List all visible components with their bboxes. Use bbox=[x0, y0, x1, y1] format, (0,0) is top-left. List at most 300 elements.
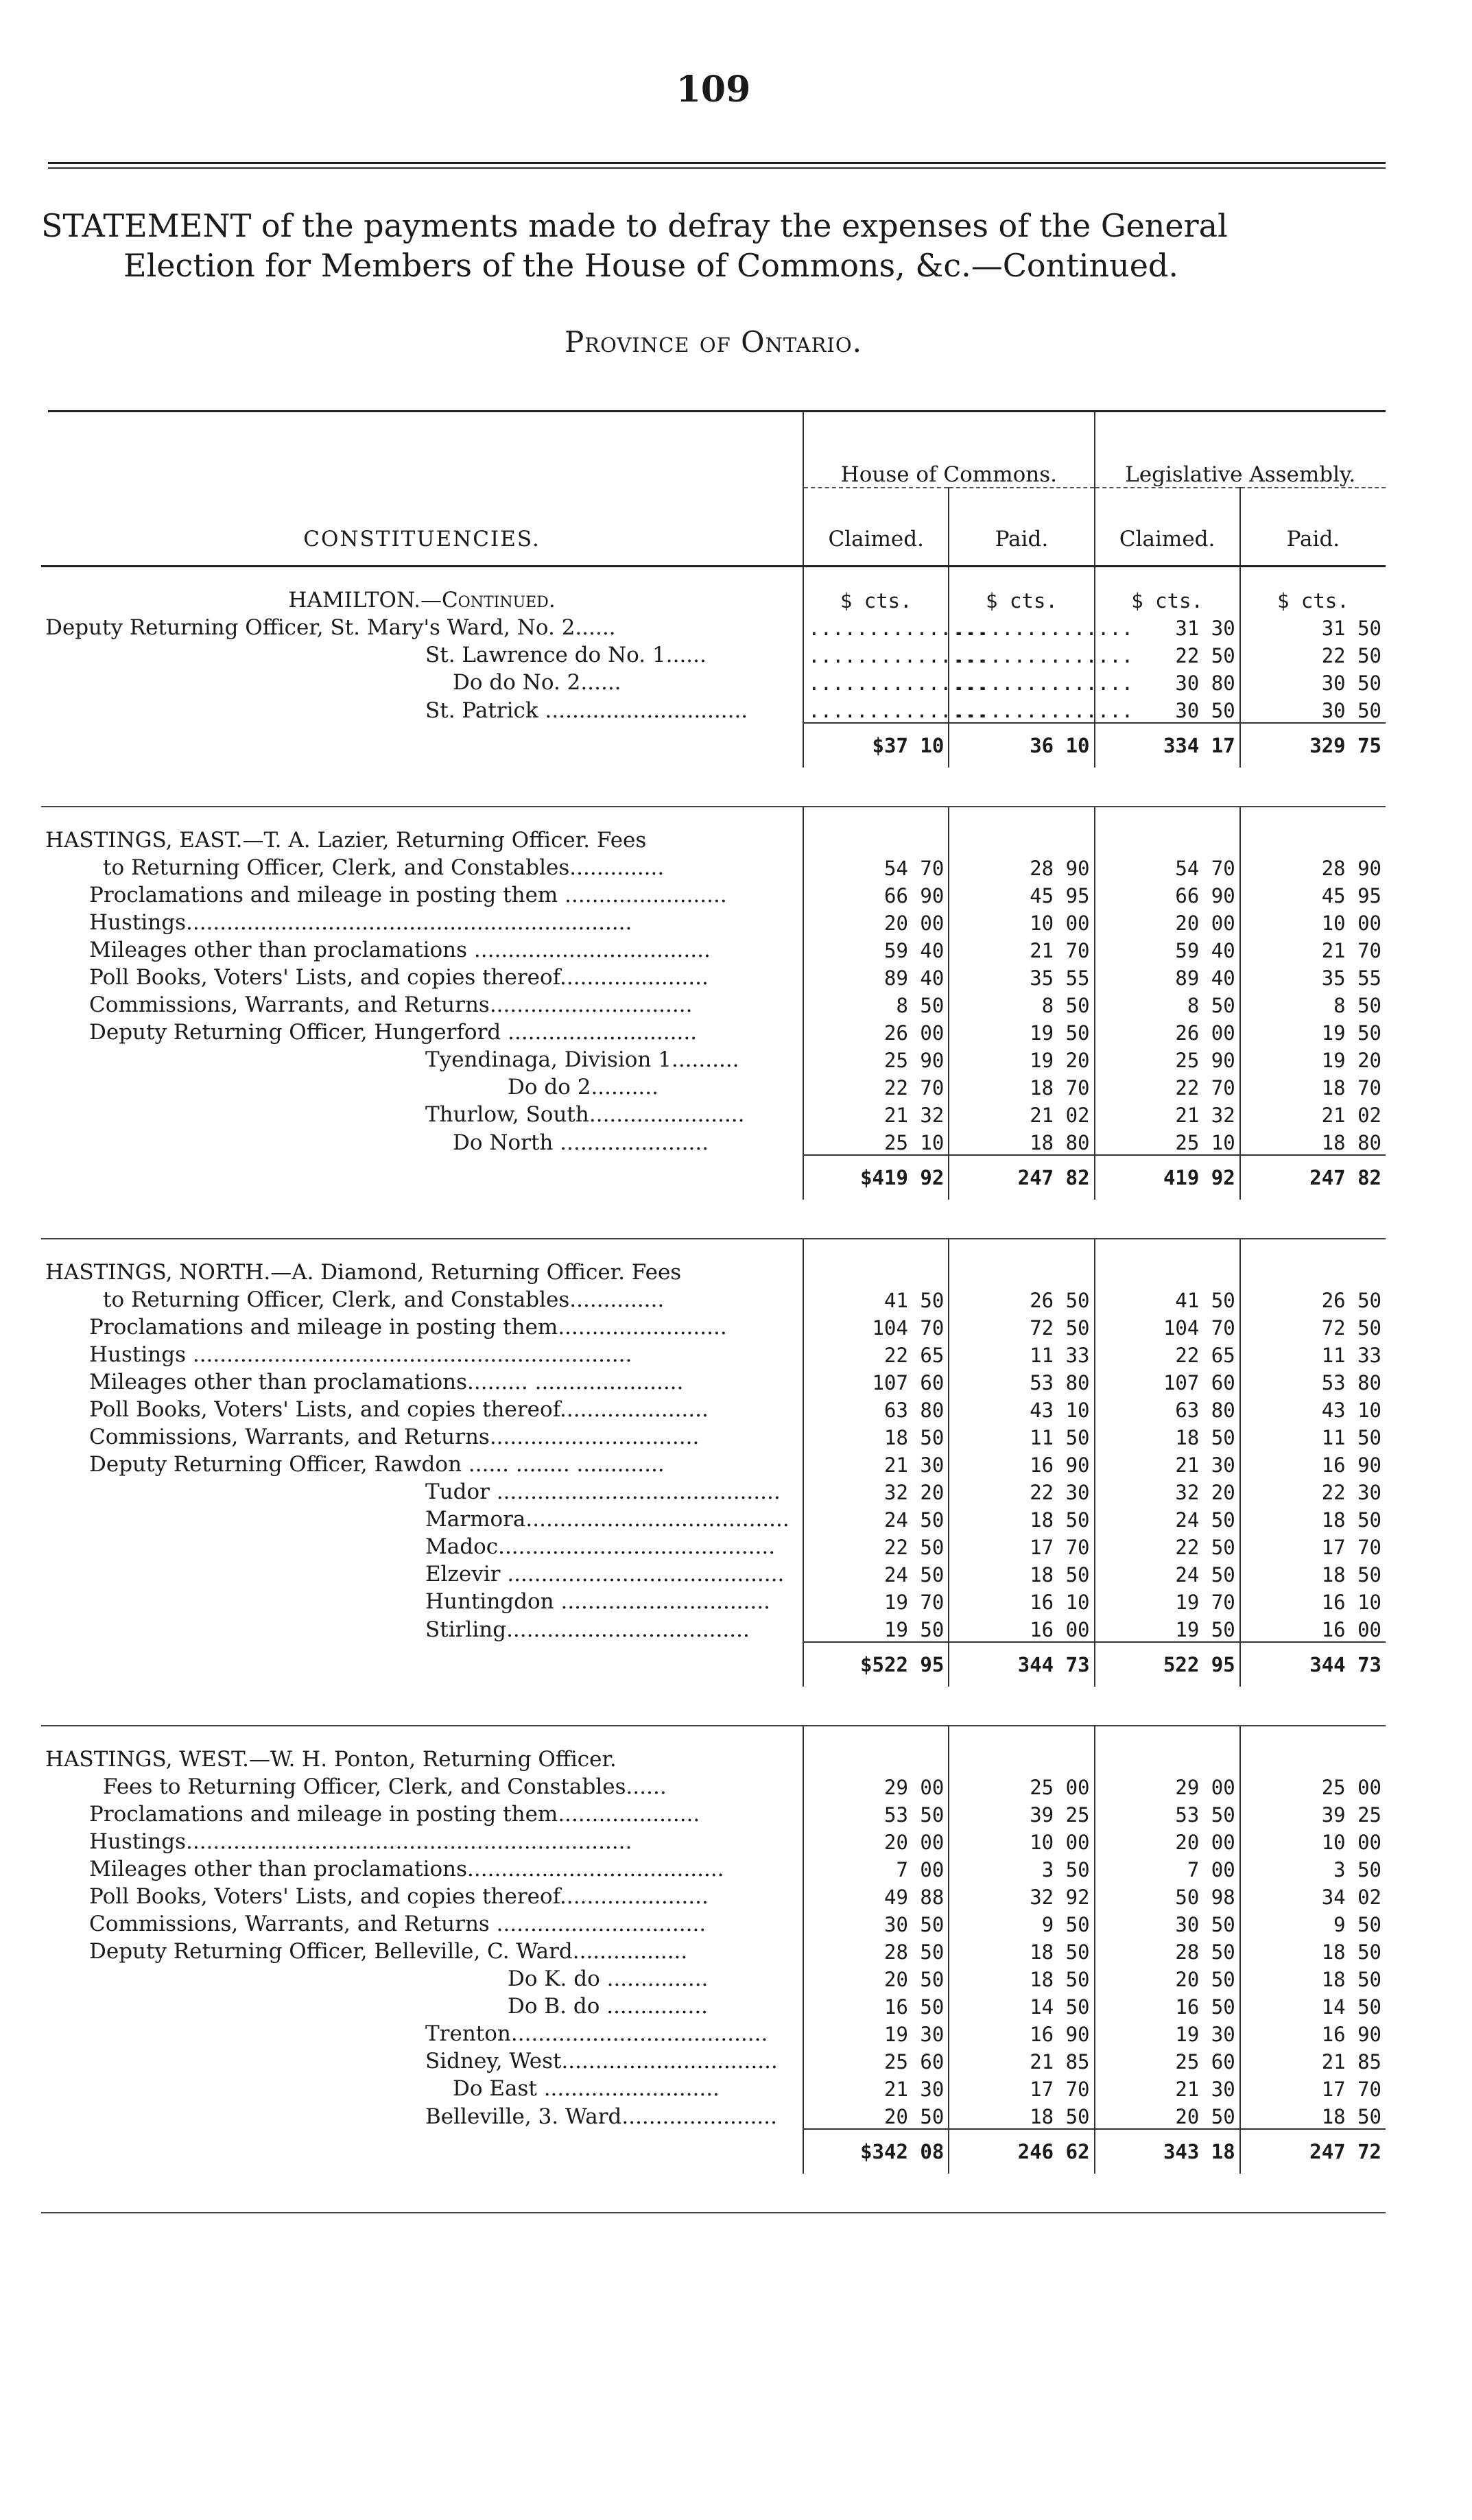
section-gap bbox=[41, 1239, 1386, 1257]
hoc-paid-cell: 21 85 bbox=[949, 2046, 1094, 2073]
hoc-claimed-cell: 53 50 bbox=[803, 1799, 949, 1827]
expense-row bbox=[41, 1422, 1386, 1449]
expense-row bbox=[41, 1532, 1386, 1559]
la-paid-cell: 31 50 bbox=[1240, 613, 1386, 640]
hoc-paid-cell: 16 00 bbox=[949, 1614, 1094, 1642]
unit-label bbox=[1240, 1257, 1386, 1285]
hoc-claimed-cell: 22 70 bbox=[803, 1072, 949, 1099]
expense-row bbox=[41, 1127, 1386, 1155]
hoc-paid-cell: 11 50 bbox=[949, 1422, 1094, 1449]
hoc-claimed-cell: 29 00 bbox=[803, 1772, 949, 1799]
la-claimed-cell: 31 30 bbox=[1095, 613, 1240, 640]
hoc-claimed-cell: ............... bbox=[803, 613, 949, 640]
section-gap bbox=[41, 807, 1386, 825]
expense-label: to Returning Officer, Clerk, and Constables.............. bbox=[103, 1287, 665, 1312]
la-paid-cell: 18 70 bbox=[1240, 1072, 1386, 1099]
expense-label: Do do 2.......... bbox=[508, 1075, 658, 1099]
la-paid-cell: 22 50 bbox=[1240, 640, 1386, 667]
hoc-paid-cell: 11 33 bbox=[949, 1340, 1094, 1367]
hoc-paid-cell: 19 50 bbox=[949, 1017, 1094, 1045]
expense-row bbox=[41, 1936, 1386, 1964]
header-row-groups bbox=[41, 412, 1386, 488]
la-paid-cell: 72 50 bbox=[1240, 1312, 1386, 1340]
hoc-paid-cell: 9 50 bbox=[949, 1909, 1094, 1936]
la-claimed-cell: 24 50 bbox=[1095, 1504, 1240, 1532]
section-separator bbox=[41, 1200, 1386, 1239]
expense-row bbox=[41, 2046, 1386, 2073]
expense-label: Do North ...................... bbox=[453, 1130, 709, 1155]
la-claimed-total: 419 92 bbox=[1095, 1155, 1240, 1200]
hoc-paid-cell: ............... bbox=[949, 667, 1094, 695]
unit-label bbox=[1095, 1257, 1240, 1285]
expense-row bbox=[41, 1586, 1386, 1614]
la-paid-cell: 19 20 bbox=[1240, 1045, 1386, 1072]
la-claimed-cell: 8 50 bbox=[1095, 990, 1240, 1017]
la-claimed-cell: 22 70 bbox=[1095, 1072, 1240, 1099]
hoc-paid-cell: 18 50 bbox=[949, 2101, 1094, 2129]
la-paid-cell: 21 85 bbox=[1240, 2046, 1386, 2073]
expense-label: Proclamations and mileage in posting them..................... bbox=[89, 1802, 700, 1827]
unit-label bbox=[1240, 825, 1386, 853]
hoc-claimed-cell: 18 50 bbox=[803, 1422, 949, 1449]
la-paid-cell: 16 00 bbox=[1240, 1614, 1386, 1642]
expense-row bbox=[41, 1449, 1386, 1477]
la-claimed-cell: 41 50 bbox=[1095, 1285, 1240, 1312]
expense-row bbox=[41, 962, 1386, 990]
expenses-table bbox=[41, 412, 1386, 2213]
hoc-paid-cell: 72 50 bbox=[949, 1312, 1094, 1340]
expense-row bbox=[41, 1827, 1386, 1854]
expense-row bbox=[41, 1477, 1386, 1504]
hoc-claimed-total: $37 10 bbox=[803, 723, 949, 768]
unit-label bbox=[1095, 825, 1240, 853]
expense-label: Madoc......................................... bbox=[425, 1534, 776, 1559]
la-claimed-cell: 20 00 bbox=[1095, 907, 1240, 935]
document-page bbox=[41, 0, 1386, 2520]
expense-label: Do East .......................... bbox=[453, 2076, 720, 2101]
la-paid-cell: 22 30 bbox=[1240, 1477, 1386, 1504]
expense-label: Mileages other than proclamations...................................... bbox=[89, 1857, 724, 1881]
la-claimed-cell: 19 70 bbox=[1095, 1586, 1240, 1614]
hoc-claimed-cell: 25 60 bbox=[803, 2046, 949, 2073]
expense-row bbox=[41, 880, 1386, 907]
hoc-paid-total: 36 10 bbox=[949, 723, 1094, 768]
expense-label: Belleville, 3. Ward....................... bbox=[425, 2104, 777, 2129]
hoc-paid-cell: 28 90 bbox=[949, 853, 1094, 880]
expense-row bbox=[41, 990, 1386, 1017]
expense-label: Deputy Returning Officer, Belleville, C. Ward................. bbox=[89, 1939, 688, 1964]
expense-label: Deputy Returning Officer, Rawdon ...... ........ ............. bbox=[89, 1452, 665, 1477]
hoc-claimed-cell: 54 70 bbox=[803, 853, 949, 880]
expense-label: Sidney, West................................ bbox=[425, 2049, 778, 2073]
expense-row bbox=[41, 1799, 1386, 1827]
la-claimed-cell: 50 98 bbox=[1095, 1881, 1240, 1909]
constituency-title: HASTINGS, EAST.—T. A. Lazier, Returning Officer. Fees bbox=[45, 828, 647, 853]
house-of-commons-header: House of Commons. bbox=[803, 412, 1094, 488]
la-paid-total: 247 72 bbox=[1240, 2129, 1386, 2174]
hoc-claimed-cell: 20 00 bbox=[803, 907, 949, 935]
expense-row bbox=[41, 1045, 1386, 1072]
top-rule bbox=[48, 162, 1386, 164]
unit-label bbox=[803, 825, 949, 853]
la-paid-cell: 11 50 bbox=[1240, 1422, 1386, 1449]
expense-label: St. Lawrence do No. 1...... bbox=[425, 643, 707, 667]
hoc-paid-cell: 17 70 bbox=[949, 1532, 1094, 1559]
page-number: 109 bbox=[676, 69, 751, 110]
la-claimed-cell: 26 00 bbox=[1095, 1017, 1240, 1045]
statement-title bbox=[41, 206, 1399, 285]
expense-label: Commissions, Warrants, and Returns............................... bbox=[89, 1425, 700, 1449]
hoc-claimed-cell: 19 50 bbox=[803, 1614, 949, 1642]
expense-label: Elzevir ......................................... bbox=[425, 1562, 785, 1586]
unit-label bbox=[949, 825, 1094, 853]
hoc-paid-cell: 18 80 bbox=[949, 1127, 1094, 1155]
la-claimed-cell: 63 80 bbox=[1095, 1394, 1240, 1422]
hoc-paid-header: Paid. bbox=[949, 488, 1094, 551]
unit-label bbox=[1240, 1744, 1386, 1772]
hoc-claimed-cell: 32 20 bbox=[803, 1477, 949, 1504]
hoc-claimed-total: $342 08 bbox=[803, 2129, 949, 2174]
la-claimed-cell: 21 32 bbox=[1095, 1099, 1240, 1127]
la-claimed-header: Claimed. bbox=[1095, 488, 1240, 551]
la-paid-cell: 18 50 bbox=[1240, 1504, 1386, 1532]
hoc-claimed-cell: 28 50 bbox=[803, 1936, 949, 1964]
expense-row bbox=[41, 1099, 1386, 1127]
hoc-paid-cell: 21 02 bbox=[949, 1099, 1094, 1127]
expense-label: Proclamations and mileage in posting them ........................ bbox=[89, 883, 727, 907]
la-claimed-total: 334 17 bbox=[1095, 723, 1240, 768]
hoc-claimed-cell: 21 30 bbox=[803, 2073, 949, 2101]
hoc-claimed-cell: 20 00 bbox=[803, 1827, 949, 1854]
expense-row bbox=[41, 1991, 1386, 2019]
expense-row bbox=[41, 2019, 1386, 2046]
hoc-paid-cell: 16 90 bbox=[949, 1449, 1094, 1477]
la-claimed-cell: 24 50 bbox=[1095, 1559, 1240, 1586]
hoc-claimed-cell: 19 70 bbox=[803, 1586, 949, 1614]
hoc-claimed-cell: ............... bbox=[803, 695, 949, 723]
expense-row bbox=[41, 640, 1386, 667]
la-paid-cell: 26 50 bbox=[1240, 1285, 1386, 1312]
expense-row bbox=[41, 613, 1386, 640]
expense-row bbox=[41, 1017, 1386, 1045]
expense-label: Mileages other than proclamations ................................... bbox=[89, 938, 711, 962]
expense-label: Huntingdon ............................... bbox=[425, 1589, 770, 1614]
unit-label: $ cts. bbox=[949, 585, 1094, 613]
hoc-paid-cell: 26 50 bbox=[949, 1285, 1094, 1312]
la-claimed-cell: 22 50 bbox=[1095, 640, 1240, 667]
unit-label bbox=[949, 1744, 1094, 1772]
hoc-claimed-cell: 25 90 bbox=[803, 1045, 949, 1072]
hoc-claimed-cell: ............... bbox=[803, 667, 949, 695]
section-title-row bbox=[41, 1257, 1386, 1285]
expense-row bbox=[41, 853, 1386, 880]
hoc-paid-cell: 14 50 bbox=[949, 1991, 1094, 2019]
expense-label: Stirling.................................... bbox=[425, 1617, 750, 1642]
hoc-claimed-cell: 8 50 bbox=[803, 990, 949, 1017]
section-separator bbox=[41, 768, 1386, 807]
la-claimed-cell: 21 30 bbox=[1095, 1449, 1240, 1477]
expense-row bbox=[41, 695, 1386, 723]
la-claimed-cell: 21 30 bbox=[1095, 2073, 1240, 2101]
unit-label bbox=[803, 1257, 949, 1285]
expense-label: Do B. do ............... bbox=[508, 1994, 709, 2019]
unit-label bbox=[1095, 1744, 1240, 1772]
la-paid-cell: 19 50 bbox=[1240, 1017, 1386, 1045]
hoc-paid-cell: 17 70 bbox=[949, 2073, 1094, 2101]
section-total-row bbox=[41, 1642, 1386, 1687]
expense-label: Trenton...................................... bbox=[425, 2021, 768, 2046]
hoc-paid-cell: ............... bbox=[949, 640, 1094, 667]
expense-row bbox=[41, 1772, 1386, 1799]
unit-label bbox=[949, 1257, 1094, 1285]
hoc-claimed-cell: 104 70 bbox=[803, 1312, 949, 1340]
hoc-claimed-cell: 25 10 bbox=[803, 1127, 949, 1155]
expense-label: Marmora....................................... bbox=[425, 1507, 790, 1532]
hoc-claimed-cell: 49 88 bbox=[803, 1881, 949, 1909]
expense-row bbox=[41, 1559, 1386, 1586]
unit-label: $ cts. bbox=[1240, 585, 1386, 613]
la-paid-total: 329 75 bbox=[1240, 723, 1386, 768]
la-claimed-cell: 20 50 bbox=[1095, 2101, 1240, 2129]
hoc-claimed-cell: 63 80 bbox=[803, 1394, 949, 1422]
hoc-paid-cell: 25 00 bbox=[949, 1772, 1094, 1799]
expense-row bbox=[41, 1964, 1386, 1991]
la-paid-cell: 18 50 bbox=[1240, 2101, 1386, 2129]
la-paid-cell: 53 80 bbox=[1240, 1367, 1386, 1394]
la-paid-cell: 16 90 bbox=[1240, 1449, 1386, 1477]
expense-label: Hustings ................................................................. bbox=[89, 1342, 632, 1367]
section-separator bbox=[41, 2174, 1386, 2213]
title-line-1: STATEMENT of the payments made to defray the expenses of the General bbox=[41, 207, 1228, 244]
la-claimed-cell: 19 30 bbox=[1095, 2019, 1240, 2046]
expense-row bbox=[41, 1504, 1386, 1532]
la-paid-cell: 16 10 bbox=[1240, 1586, 1386, 1614]
la-claimed-cell: 19 50 bbox=[1095, 1614, 1240, 1642]
hoc-paid-cell: 32 92 bbox=[949, 1881, 1094, 1909]
la-claimed-cell: 30 80 bbox=[1095, 667, 1240, 695]
unit-label: $ cts. bbox=[1095, 585, 1240, 613]
hoc-claimed-cell: 66 90 bbox=[803, 880, 949, 907]
section-total-row bbox=[41, 723, 1386, 768]
section-title-row bbox=[41, 585, 1386, 613]
unit-label bbox=[803, 1744, 949, 1772]
hoc-paid-cell: 21 70 bbox=[949, 935, 1094, 962]
constituency-title: HAMILTON.—Continued. bbox=[288, 588, 556, 613]
hoc-claimed-cell: 24 50 bbox=[803, 1504, 949, 1532]
hoc-paid-cell: 22 30 bbox=[949, 1477, 1094, 1504]
expense-label: Poll Books, Voters' Lists, and copies thereof...................... bbox=[89, 965, 709, 990]
province-subtitle: Province of Ontario. bbox=[564, 325, 862, 359]
expense-row bbox=[41, 1881, 1386, 1909]
la-paid-cell: 11 33 bbox=[1240, 1340, 1386, 1367]
hoc-claimed-total: $419 92 bbox=[803, 1155, 949, 1200]
hoc-paid-cell: 10 00 bbox=[949, 1827, 1094, 1854]
hoc-claimed-cell: 21 30 bbox=[803, 1449, 949, 1477]
expense-row bbox=[41, 1394, 1386, 1422]
la-claimed-cell: 25 10 bbox=[1095, 1127, 1240, 1155]
hoc-paid-cell: ............... bbox=[949, 695, 1094, 723]
hoc-claimed-cell: 19 30 bbox=[803, 2019, 949, 2046]
expense-label: Tudor .......................................... bbox=[425, 1479, 781, 1504]
expense-row bbox=[41, 667, 1386, 695]
la-claimed-cell: 66 90 bbox=[1095, 880, 1240, 907]
top-rule-thin bbox=[48, 167, 1386, 169]
hoc-paid-cell: 8 50 bbox=[949, 990, 1094, 1017]
hoc-paid-cell: 18 50 bbox=[949, 1559, 1094, 1586]
section-separator bbox=[41, 1687, 1386, 1726]
expense-label: Tyendinaga, Division 1.......... bbox=[425, 1047, 739, 1072]
la-claimed-cell: 22 65 bbox=[1095, 1340, 1240, 1367]
la-claimed-total: 522 95 bbox=[1095, 1642, 1240, 1687]
la-claimed-cell: 107 60 bbox=[1095, 1367, 1240, 1394]
hoc-paid-cell: 18 70 bbox=[949, 1072, 1094, 1099]
la-claimed-cell: 28 50 bbox=[1095, 1936, 1240, 1964]
la-claimed-total: 343 18 bbox=[1095, 2129, 1240, 2174]
legislative-assembly-header: Legislative Assembly. bbox=[1095, 412, 1386, 488]
la-paid-cell: 17 70 bbox=[1240, 1532, 1386, 1559]
expense-label: Do K. do ............... bbox=[508, 1966, 709, 1991]
la-paid-header: Paid. bbox=[1240, 488, 1386, 551]
la-paid-cell: 9 50 bbox=[1240, 1909, 1386, 1936]
hoc-claimed-cell: 30 50 bbox=[803, 1909, 949, 1936]
section-gap bbox=[41, 567, 1386, 586]
expense-row bbox=[41, 2101, 1386, 2129]
hoc-claimed-cell: 16 50 bbox=[803, 1991, 949, 2019]
title-line-2: Election for Members of the House of Commons, &c.—Continued. bbox=[123, 247, 1178, 284]
hoc-paid-cell: 3 50 bbox=[949, 1854, 1094, 1881]
la-paid-cell: 18 80 bbox=[1240, 1127, 1386, 1155]
la-claimed-cell: 32 20 bbox=[1095, 1477, 1240, 1504]
section-total-row bbox=[41, 1155, 1386, 1200]
hoc-paid-total: 344 73 bbox=[949, 1642, 1094, 1687]
expense-row bbox=[41, 935, 1386, 962]
la-claimed-cell: 20 50 bbox=[1095, 1964, 1240, 1991]
section-title-row bbox=[41, 1744, 1386, 1772]
expense-label: Commissions, Warrants, and Returns.............................. bbox=[89, 992, 693, 1017]
la-paid-cell: 30 50 bbox=[1240, 667, 1386, 695]
hoc-paid-cell: 18 50 bbox=[949, 1964, 1094, 1991]
hoc-claimed-cell: ............... bbox=[803, 640, 949, 667]
la-paid-cell: 45 95 bbox=[1240, 880, 1386, 907]
constituency-title: HASTINGS, WEST.—W. H. Ponton, Returning Officer. bbox=[45, 1747, 617, 1772]
expense-row bbox=[41, 1614, 1386, 1642]
hoc-claimed-cell: 89 40 bbox=[803, 962, 949, 990]
hoc-claimed-cell: 107 60 bbox=[803, 1367, 949, 1394]
unit-label: $ cts. bbox=[803, 585, 949, 613]
expense-label: Deputy Returning Officer, Hungerford ............................ bbox=[89, 1020, 698, 1045]
la-paid-cell: 39 25 bbox=[1240, 1799, 1386, 1827]
expense-row bbox=[41, 1312, 1386, 1340]
expense-row bbox=[41, 2073, 1386, 2101]
la-claimed-cell: 7 00 bbox=[1095, 1854, 1240, 1881]
la-paid-cell: 30 50 bbox=[1240, 695, 1386, 723]
la-claimed-cell: 20 00 bbox=[1095, 1827, 1240, 1854]
constituencies-header: CONSTITUENCIES. bbox=[303, 527, 541, 551]
la-paid-total: 247 82 bbox=[1240, 1155, 1386, 1200]
hoc-claimed-cell: 20 50 bbox=[803, 2101, 949, 2129]
la-paid-cell: 34 02 bbox=[1240, 1881, 1386, 1909]
hoc-paid-cell: 19 20 bbox=[949, 1045, 1094, 1072]
la-paid-cell: 10 00 bbox=[1240, 1827, 1386, 1854]
constituency-title: HASTINGS, NORTH.—A. Diamond, Returning Officer. Fees bbox=[45, 1260, 682, 1285]
la-paid-cell: 43 10 bbox=[1240, 1394, 1386, 1422]
hoc-claimed-cell: 20 50 bbox=[803, 1964, 949, 1991]
hoc-paid-cell: 18 50 bbox=[949, 1504, 1094, 1532]
hoc-claimed-cell: 22 65 bbox=[803, 1340, 949, 1367]
la-claimed-cell: 54 70 bbox=[1095, 853, 1240, 880]
hoc-claimed-cell: 7 00 bbox=[803, 1854, 949, 1881]
la-claimed-cell: 25 60 bbox=[1095, 2046, 1240, 2073]
hoc-paid-cell: 16 90 bbox=[949, 2019, 1094, 2046]
hoc-claimed-total: $522 95 bbox=[803, 1642, 949, 1687]
expense-label: Proclamations and mileage in posting them......................... bbox=[89, 1315, 727, 1340]
expense-label: Hustings.................................................................. bbox=[89, 1829, 632, 1854]
hoc-paid-cell: 53 80 bbox=[949, 1367, 1094, 1394]
expense-label: to Returning Officer, Clerk, and Constables.............. bbox=[103, 855, 665, 880]
la-claimed-cell: 29 00 bbox=[1095, 1772, 1240, 1799]
expense-row bbox=[41, 907, 1386, 935]
expense-label: Do do No. 2...... bbox=[453, 670, 621, 695]
la-paid-cell: 17 70 bbox=[1240, 2073, 1386, 2101]
expense-label: Poll Books, Voters' Lists, and copies thereof...................... bbox=[89, 1884, 709, 1909]
section-title-row bbox=[41, 825, 1386, 853]
la-paid-cell: 35 55 bbox=[1240, 962, 1386, 990]
expense-row bbox=[41, 1072, 1386, 1099]
la-paid-cell: 3 50 bbox=[1240, 1854, 1386, 1881]
expense-row bbox=[41, 1367, 1386, 1394]
la-paid-cell: 21 70 bbox=[1240, 935, 1386, 962]
section-total-row bbox=[41, 2129, 1386, 2174]
la-paid-cell: 18 50 bbox=[1240, 1559, 1386, 1586]
la-claimed-cell: 16 50 bbox=[1095, 1991, 1240, 2019]
expense-label: Poll Books, Voters' Lists, and copies thereof...................... bbox=[89, 1397, 709, 1422]
la-claimed-cell: 25 90 bbox=[1095, 1045, 1240, 1072]
la-paid-cell: 18 50 bbox=[1240, 1936, 1386, 1964]
la-paid-cell: 25 00 bbox=[1240, 1772, 1386, 1799]
la-paid-cell: 18 50 bbox=[1240, 1964, 1386, 1991]
hoc-claimed-cell: 22 50 bbox=[803, 1532, 949, 1559]
expense-row bbox=[41, 1909, 1386, 1936]
hoc-claimed-header: Claimed. bbox=[803, 488, 949, 551]
hoc-paid-cell: 39 25 bbox=[949, 1799, 1094, 1827]
hoc-paid-cell: 10 00 bbox=[949, 907, 1094, 935]
hoc-paid-cell: 35 55 bbox=[949, 962, 1094, 990]
la-claimed-cell: 30 50 bbox=[1095, 1909, 1240, 1936]
hoc-paid-cell: 16 10 bbox=[949, 1586, 1094, 1614]
la-claimed-cell: 104 70 bbox=[1095, 1312, 1240, 1340]
hoc-paid-cell: 43 10 bbox=[949, 1394, 1094, 1422]
la-claimed-cell: 22 50 bbox=[1095, 1532, 1240, 1559]
expense-row bbox=[41, 1854, 1386, 1881]
hoc-claimed-cell: 26 00 bbox=[803, 1017, 949, 1045]
hoc-paid-cell: 18 50 bbox=[949, 1936, 1094, 1964]
hoc-claimed-cell: 21 32 bbox=[803, 1099, 949, 1127]
la-paid-total: 344 73 bbox=[1240, 1642, 1386, 1687]
section-gap bbox=[41, 1726, 1386, 1744]
expense-label: Hustings.................................................................. bbox=[89, 910, 632, 935]
la-paid-cell: 28 90 bbox=[1240, 853, 1386, 880]
la-paid-cell: 21 02 bbox=[1240, 1099, 1386, 1127]
la-claimed-cell: 59 40 bbox=[1095, 935, 1240, 962]
expense-label: St. Patrick .............................. bbox=[425, 698, 748, 723]
hoc-paid-total: 247 82 bbox=[949, 1155, 1094, 1200]
hoc-paid-cell: ............... bbox=[949, 613, 1094, 640]
expense-row bbox=[41, 1285, 1386, 1312]
expense-label: Thurlow, South....................... bbox=[425, 1102, 745, 1127]
la-paid-cell: 16 90 bbox=[1240, 2019, 1386, 2046]
la-paid-cell: 14 50 bbox=[1240, 1991, 1386, 2019]
expense-label: Fees to Returning Officer, Clerk, and Constables...... bbox=[103, 1774, 667, 1799]
